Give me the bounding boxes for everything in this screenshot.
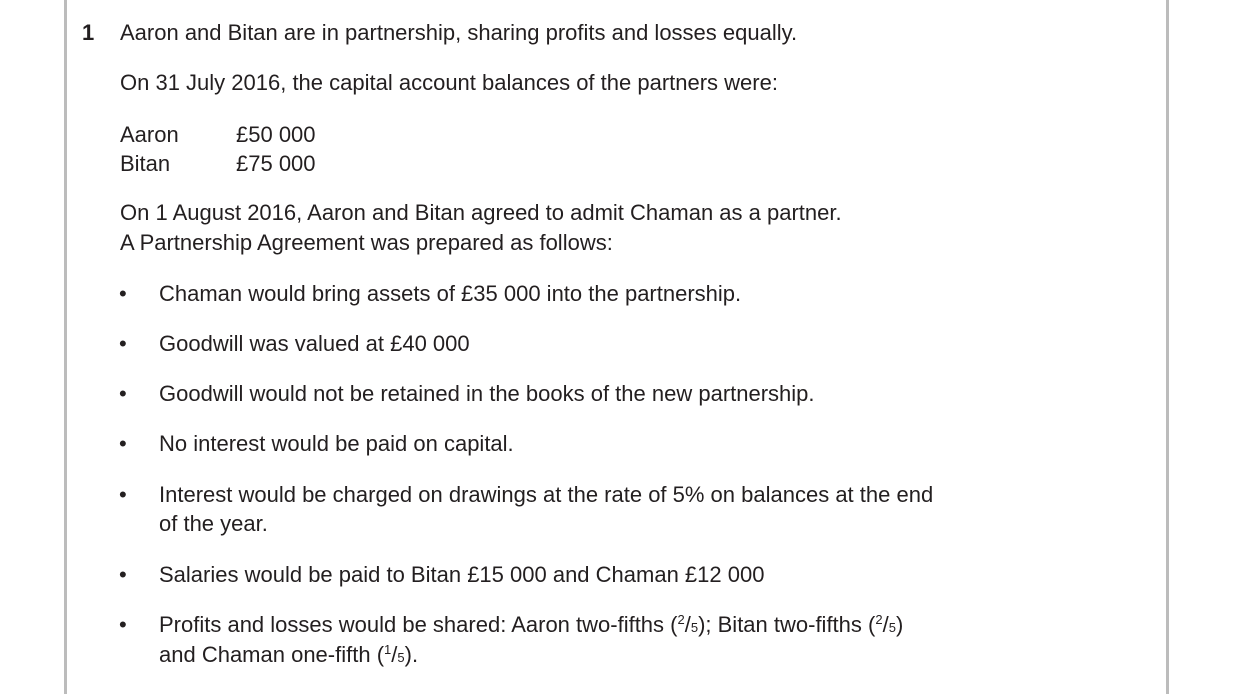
bullet-interest-drawings-line2: of the year. (159, 511, 268, 536)
balances-intro: On 31 July 2016, the capital account balances of the partners were: (120, 70, 778, 95)
balance-amount-bitan: £75 000 (236, 151, 316, 176)
balance-name-aaron: Aaron (120, 122, 179, 147)
bullet-assets: Chaman would bring assets of £35 000 into the partnership. (159, 281, 742, 306)
bullet-interest-capital: No interest would be paid on capital. (159, 431, 514, 456)
bullet-salaries: Salaries would be paid to Bitan £15 000 and Chaman £12 000 (159, 562, 765, 587)
left-margin-line (64, 0, 67, 694)
bullet-interest-drawings-line1: Interest would be charged on drawings at the rate of 5% on balances at the end (159, 482, 934, 507)
bullet-dot: • (119, 612, 127, 637)
bullet-dot: • (119, 431, 127, 456)
bullet-profit-share-line2: and Chaman one-fifth ($^1$/5). (159, 642, 419, 667)
balance-amount-aaron: £50 000 (236, 122, 316, 147)
balance-name-bitan: Bitan (120, 151, 171, 176)
question-number: 1 (82, 20, 95, 45)
bullet-goodwill-value: Goodwill was valued at £40 000 (159, 331, 470, 356)
question-intro: Aaron and Bitan are in partnership, sharing profits and losses equally. (120, 20, 798, 45)
admit-line-2: A Partnership Agreement was prepared as follows: (120, 230, 613, 255)
bullet-dot: • (119, 331, 127, 356)
admit-line-1: On 1 August 2016, Aaron and Bitan agreed to admit Chaman as a partner. (120, 200, 842, 225)
right-margin-line (1166, 0, 1169, 694)
bullet-dot: • (119, 281, 127, 306)
bullet-dot: • (119, 381, 127, 406)
bullet-goodwill-retained: Goodwill would not be retained in the books of the new partnership. (159, 381, 815, 406)
bullet-profit-share-line1: Profits and losses would be shared: Aaron two-fifths ($^2$/5); Bitan two-fifths ($^2$/5) (159, 612, 904, 637)
bullet-dot: • (119, 482, 127, 507)
bullet-dot: • (119, 562, 127, 587)
